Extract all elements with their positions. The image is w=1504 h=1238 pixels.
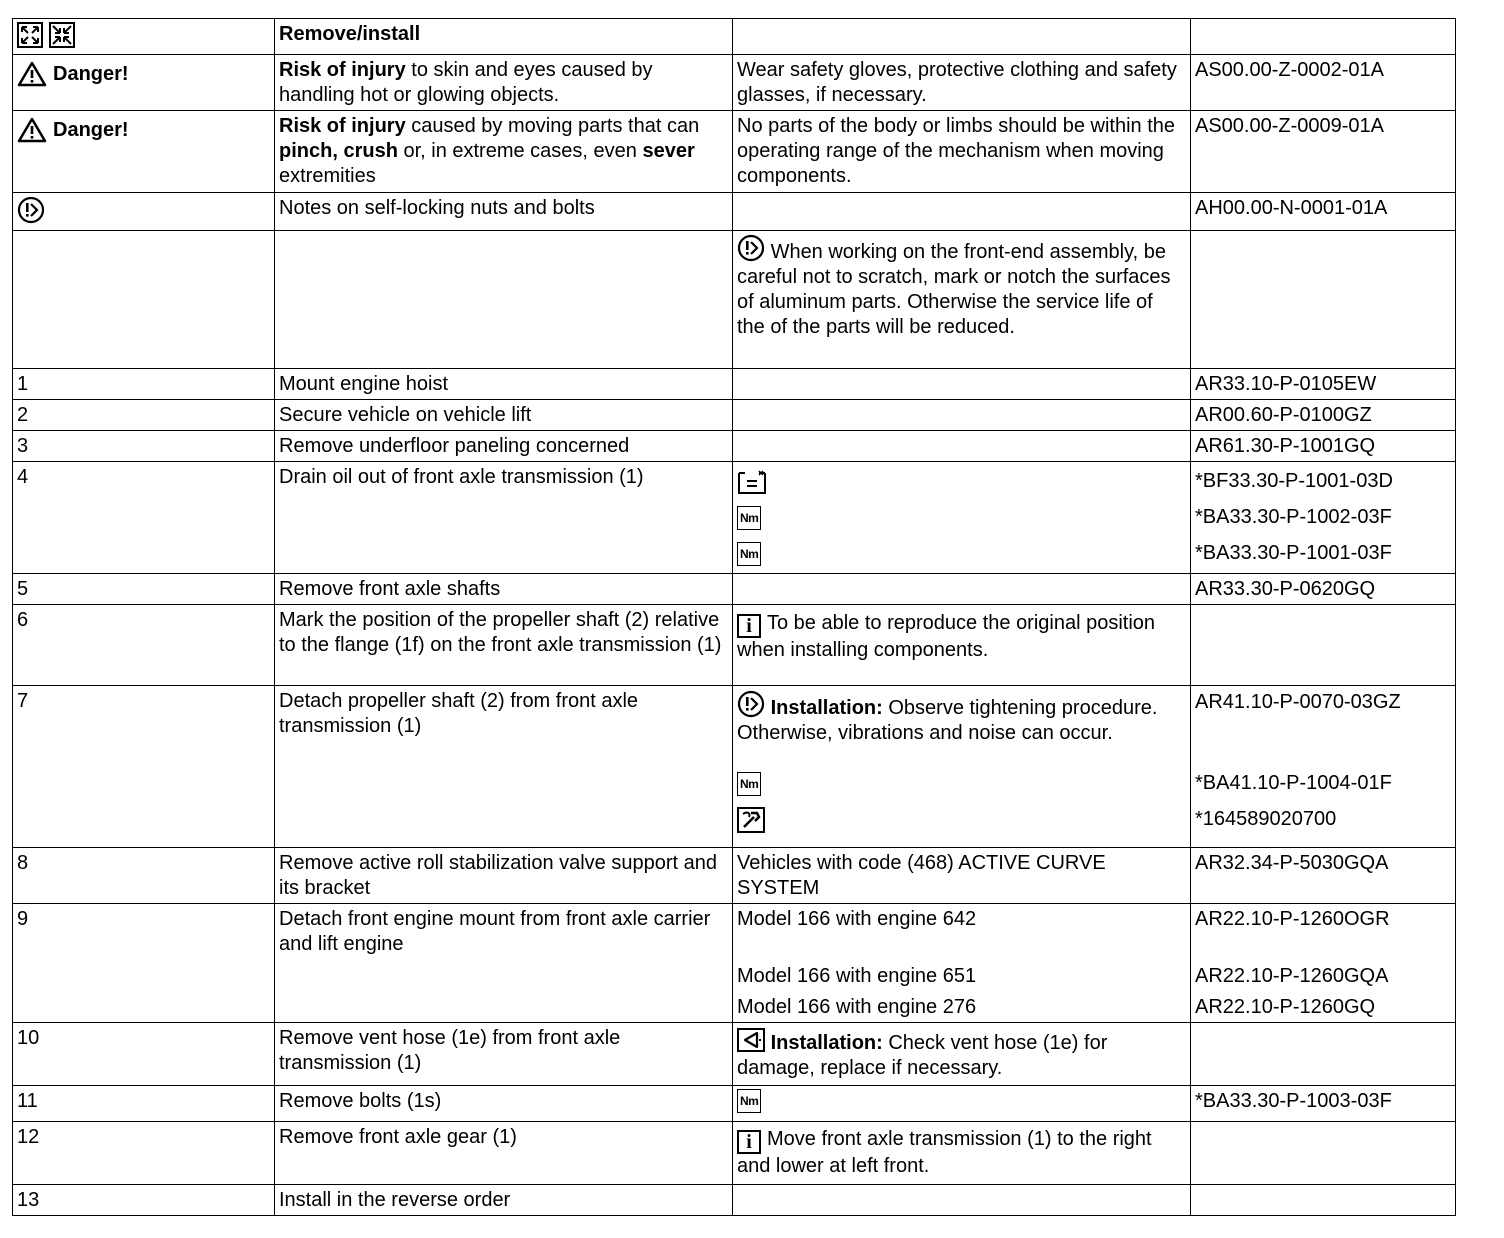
danger-label-cell [13, 111, 275, 193]
reference-code: *BA33.30-P-1001-03F [1195, 542, 1392, 564]
table-row [13, 400, 1456, 431]
hazard-bold: Risk of injury [279, 115, 406, 137]
reference-code: AR22.10-P-1260GQ [1195, 996, 1376, 1018]
reference-code [1191, 605, 1456, 686]
reference-code: AR33.10-P-0105EW [1191, 369, 1456, 400]
step-note [733, 686, 1191, 848]
warning-triangle-icon [17, 117, 47, 143]
step-note [733, 400, 1191, 431]
reference-code: AS00.00-Z-0002-01A [1191, 55, 1456, 111]
step-text: Remove front axle shafts [275, 574, 733, 605]
empty-cell [275, 231, 733, 369]
danger-row [13, 111, 1456, 193]
table-row [13, 904, 1456, 1023]
step-note [733, 431, 1191, 462]
engine-variant: Model 166 with engine 276 [737, 996, 977, 1018]
reference-code: *BF33.30-P-1001-03D [1195, 470, 1393, 492]
table-row [13, 462, 1456, 574]
safety-measure: Wear safety gloves, protective clothing and safety glasses, if necessary. [733, 55, 1191, 111]
reference-code-list [1191, 904, 1456, 1023]
table-row [13, 686, 1456, 848]
step-text: Mark the position of the propeller shaft (2) relative to the flange (1f) on the front axle transmission (1) [275, 605, 733, 686]
step-number: 4 [13, 462, 275, 574]
step-number: 11 [13, 1086, 275, 1122]
procedure-table [12, 18, 1456, 1216]
hazard-bold: sever [642, 140, 695, 162]
notes-icon-cell [13, 193, 275, 231]
reference-code [1191, 1122, 1456, 1185]
reference-code: AR41.10-P-0070-03GZ [1195, 691, 1401, 713]
header-empty-cell [733, 19, 1191, 55]
step-number: 5 [13, 574, 275, 605]
table-row [13, 605, 1456, 686]
caution-circle-icon [737, 234, 765, 262]
caution-text: When working on the front-end assembly, be careful not to scratch, mark or notch the surfaces of aluminum parts. Otherwise the service life of the of the parts will be reduced. [737, 241, 1171, 338]
table-row [13, 369, 1456, 400]
step-note [733, 574, 1191, 605]
oil-capacity-icon [737, 469, 767, 495]
torque-icon: Nm [737, 1089, 761, 1113]
caution-note [733, 231, 1191, 369]
step-text: Mount engine hoist [275, 369, 733, 400]
step-text: Remove underfloor paneling concerned [275, 431, 733, 462]
installation-text: Check vent hose (1e) for damage, replace if necessary. [737, 1032, 1108, 1079]
step-text: Remove bolts (1s) [275, 1086, 733, 1122]
hazard-rest: extremities [279, 165, 376, 187]
table-row [13, 1023, 1456, 1086]
step-number: 8 [13, 848, 275, 904]
hazard-rest: or, in extreme cases, even [397, 140, 643, 162]
table-row [13, 431, 1456, 462]
hazard-text [275, 111, 733, 193]
reference-code [1191, 1185, 1456, 1216]
torque-icon: Nm [737, 542, 761, 566]
step-number: 2 [13, 400, 275, 431]
installation-text: Observe tightening procedure. Otherwise, vibrations and noise can occur. [737, 697, 1158, 744]
step-note [733, 1122, 1191, 1185]
reference-code-list [1191, 462, 1456, 574]
collapse-icon [49, 22, 75, 48]
engine-variant: Model 166 with engine 642 [737, 908, 977, 930]
info-icon: i [737, 614, 761, 638]
hazard-rest: to skin and eyes caused by handling hot or glowing objects. [279, 59, 653, 106]
reference-code: AR32.34-P-5030GQA [1191, 848, 1456, 904]
step-note [733, 1023, 1191, 1086]
danger-label: Danger! [53, 62, 129, 85]
step-note [733, 605, 1191, 686]
torque-icon: Nm [737, 772, 761, 796]
expand-icon [17, 22, 43, 48]
step-note: Vehicles with code (468) ACTIVE CURVE SYSTEM [733, 848, 1191, 904]
danger-label: Danger! [53, 118, 129, 141]
engine-variant: Model 166 with engine 651 [737, 965, 977, 987]
caution-row [13, 231, 1456, 369]
step-note [733, 369, 1191, 400]
hazard-bold: pinch, crush [279, 140, 398, 162]
step-number: 12 [13, 1122, 275, 1185]
reference-code [1191, 1023, 1456, 1086]
step-number: 10 [13, 1023, 275, 1086]
special-tool-icon [737, 807, 765, 833]
step-text: Drain oil out of front axle transmission (1) [275, 462, 733, 574]
info-text: To be able to reproduce the original position when installing components. [737, 612, 1156, 661]
reference-code-list [1191, 686, 1456, 848]
notes-row [13, 193, 1456, 231]
step-text: Install in the reverse order [275, 1185, 733, 1216]
info-text: Move front axle transmission (1) to the right and lower at left front. [737, 1128, 1152, 1177]
header-title: Remove/install [275, 19, 733, 55]
header-icons-cell [13, 19, 275, 55]
safety-measure: No parts of the body or limbs should be within the operating range of the mechanism when moving components. [733, 111, 1191, 193]
header-empty-cell [1191, 19, 1456, 55]
reference-code: *BA41.10-P-1004-01F [1195, 772, 1392, 794]
step-number: 6 [13, 605, 275, 686]
step-number: 3 [13, 431, 275, 462]
hazard-text [275, 55, 733, 111]
caution-circle-icon [17, 196, 45, 224]
installation-label: Installation: [770, 697, 883, 719]
notes-empty-cell [733, 193, 1191, 231]
step-number: 9 [13, 904, 275, 1023]
reference-code: AR22.10-P-1260OGR [1195, 908, 1390, 930]
step-note [733, 1185, 1191, 1216]
step-text: Remove active roll stabilization valve support and its bracket [275, 848, 733, 904]
table-row [13, 1122, 1456, 1185]
step-note [733, 1086, 1191, 1122]
reference-code: AR61.30-P-1001GQ [1191, 431, 1456, 462]
notes-text: Notes on self-locking nuts and bolts [275, 193, 733, 231]
step-note [733, 462, 1191, 574]
engine-variant-list [733, 904, 1191, 1023]
warning-triangle-icon [17, 61, 47, 87]
caution-circle-icon [737, 690, 765, 718]
reference-code: *BA33.30-P-1002-03F [1195, 506, 1392, 528]
table-row [13, 574, 1456, 605]
reference-code: AR22.10-P-1260GQA [1195, 965, 1389, 987]
table-row [13, 1185, 1456, 1216]
step-text: Detach front engine mount from front axle carrier and lift engine [275, 904, 733, 1023]
reference-code: *BA33.30-P-1003-03F [1191, 1086, 1456, 1122]
danger-label-cell [13, 55, 275, 111]
danger-row [13, 55, 1456, 111]
hazard-bold: Risk of injury [279, 59, 406, 81]
reference-code: AH00.00-N-0001-01A [1191, 193, 1456, 231]
table-row [13, 848, 1456, 904]
step-number: 13 [13, 1185, 275, 1216]
step-text: Detach propeller shaft (2) from front axle transmission (1) [275, 686, 733, 848]
step-text: Remove vent hose (1e) from front axle transmission (1) [275, 1023, 733, 1086]
reference-code: *164589020700 [1195, 808, 1337, 830]
installation-label: Installation: [770, 1032, 883, 1054]
header-row [13, 19, 1456, 55]
info-icon: i [737, 1130, 761, 1154]
reference-code: AR33.30-P-0620GQ [1191, 574, 1456, 605]
reference-code: AS00.00-Z-0009-01A [1191, 111, 1456, 193]
installation-tip-icon [737, 1028, 765, 1052]
hazard-rest: caused by moving parts that can [405, 115, 700, 137]
empty-cell [1191, 231, 1456, 369]
step-text: Remove front axle gear (1) [275, 1122, 733, 1185]
step-number: 7 [13, 686, 275, 848]
step-number: 1 [13, 369, 275, 400]
empty-cell [13, 231, 275, 369]
table-row [13, 1086, 1456, 1122]
step-text: Secure vehicle on vehicle lift [275, 400, 733, 431]
torque-icon: Nm [737, 506, 761, 530]
reference-code: AR00.60-P-0100GZ [1191, 400, 1456, 431]
